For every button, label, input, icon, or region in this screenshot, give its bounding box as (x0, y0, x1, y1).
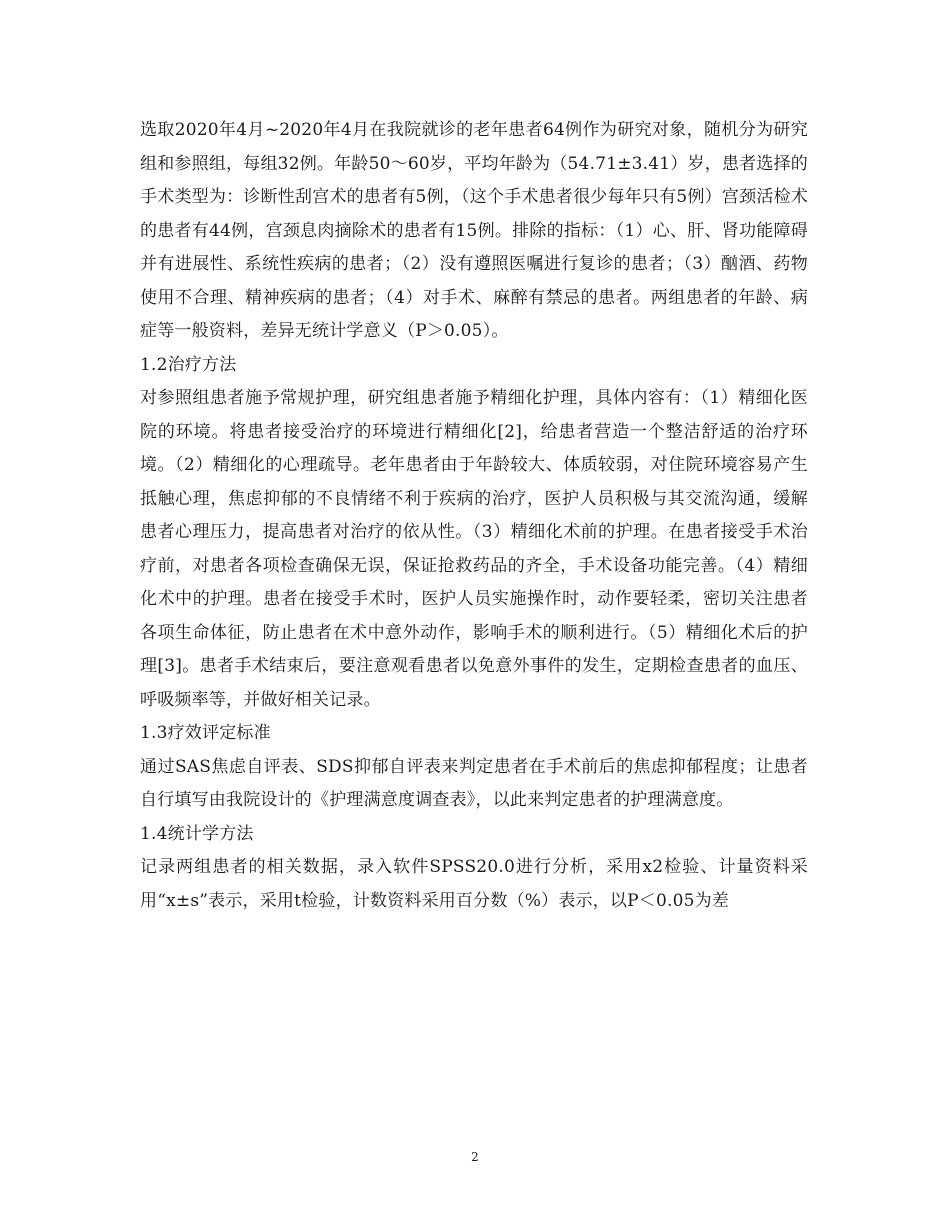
page-body (140, 114, 808, 918)
paragraph-general-data: 选取2020年4月~2020年4月在我院就诊的老年患者64例作为研究对象，随机分为研究组和参照组，每组32例。年龄50～60岁，平均年龄为（54.71±3.41）岁，患者选择的手术类型为：诊断性刮宫术的患者有5例，（这个手术患者很少每年只有5例）宫颈活检术的患者有44例，宫颈息肉摘除术的患者有15例。排除的指标：（1）心、肝、肾功能障碍并有进展性、系统性疾病的患者；（2）没有遵照医嘱进行复诊的患者；（3）酗酒、药物使用不合理、精神疾病的患者；（4）对手术、麻醉有禁忌的患者。两组患者的年龄、病症等一般资料，差异无统计学意义（P＞0.05）。 (140, 120, 808, 341)
heading-evaluation-criteria: 1.3疗效评定标准 (140, 723, 271, 743)
heading-treatment-methods: 1.2治疗方法 (140, 354, 237, 375)
page-number: 2 (471, 1150, 479, 1164)
paragraph-evaluation-criteria: 通过SAS焦虑自评表、SDS抑郁自评表来判定患者在手术前后的焦虑抑郁程度；让患者自行填写由我院设计的《护理满意度调查表》，以此来判定患者的护理满意度。 (140, 756, 808, 810)
heading-statistical-methods: 1.4统计学方法 (140, 823, 254, 844)
paragraph-treatment-methods: 对参照组患者施予常规护理，研究组患者施予精细化护理，具体内容有：（1）精细化医院的环境。将患者接受治疗的环境进行精细化[2]，给患者营造一个整洁舒适的治疗环境。（2）精细化的心理疏导。老年患者由于年龄较大、体质较弱，对住院环境容易产生抵触心理，焦虑抑郁的不良情绪不利于疾病的治疗，医护人员积极与其交流沟通，缓解患者心理压力，提高患者对治疗的依从性。（3）精细化术前的护理。在患者接受手术治疗前，对患者各项检查确保无误，保证抢救药品的齐全，手术设备功能完善。（4）精细化术中的护理。患者在接受手术时，医护人员实施操作时，动作要轻柔，密切关注患者各项生命体征，防止患者在术中意外动作，影响手术的顺利进行。（5）精细化术后的护理[3]。患者手术结束后，要注意观看患者以免意外事件的发生，定期检查患者的血压、呼吸频率等，并做好相关记录。 (140, 388, 808, 710)
paragraph-statistical-methods: 记录两组患者的相关数据，录入软件SPSS20.0进行分析，采用x2检验、计量资料采用“x±s”表示，采用t检验，计数资料采用百分数（%）表示，以P＜0.05为差 (140, 857, 808, 911)
